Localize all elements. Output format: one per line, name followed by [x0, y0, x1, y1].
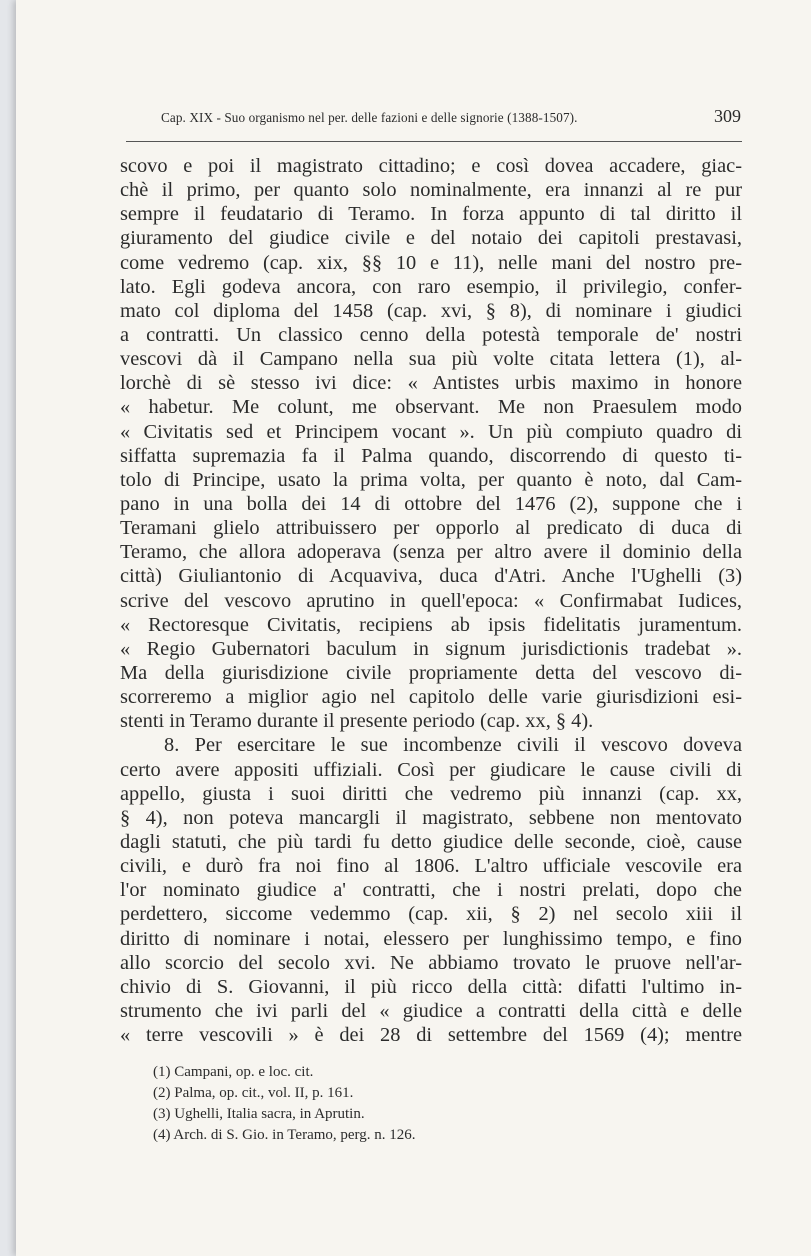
footnotes [153, 1062, 673, 1146]
text-line: allo scorcio del secolo xvi. Ne abbiamo trovato le pruove nell'ar- [120, 951, 742, 974]
book-page [16, 0, 811, 1256]
text-line: perdettero, siccome vedemmo (cap. xii, § 2) nel secolo xiii il [120, 903, 742, 926]
text-line: appello, giusta i suoi diritti che vedremo più innanzi (cap. xx, [120, 782, 742, 805]
text-line: « terre vescovili » è dei 28 di settembre del 1569 (4); mentre [120, 1024, 742, 1047]
text-line: diritto di nominare i notai, elessero per lunghissimo tempo, e fino [120, 927, 742, 950]
text-line: lato. Egli godeva ancora, con raro esempio, il privilegio, confer- [120, 275, 742, 298]
text-line: giuramento del giudice civile e del notaio dei capitoli prestavasi, [120, 227, 742, 250]
footnote-1: (1) Campani, op. e loc. cit. [153, 1064, 314, 1080]
text-line: « Civitatis sed et Principem vocant ». Un più compiuto quadro di [120, 420, 742, 443]
text-line: come vedremo (cap. xix, §§ 10 e 11), nelle mani del nostro pre- [120, 251, 742, 274]
text-line: vescovi dà il Campano nella sua più volte citata lettera (1), al- [120, 348, 742, 371]
text-line: dagli statuti, che più tardi fu detto giudice delle seconde, cioè, cause [120, 830, 742, 853]
text-line: « Regio Gubernatori baculum in signum jurisdictionis tradebat ». [120, 637, 742, 660]
text-line: Ma della giurisdizione civile propriamente detta del vescovo di- [120, 661, 742, 684]
text-line: chivio di S. Giovanni, il più ricco della città: difatti l'ultimo in- [120, 975, 742, 998]
text-line: civili, e durò fra noi fino al 1806. L'altro ufficiale vescovile era [120, 855, 742, 878]
paragraph-end-line: stenti in Teramo durante il presente periodo (cap. xx, § 4). [120, 710, 594, 733]
text-line: siffatta supremazia fa il Palma quando, discorrendo di questo ti- [120, 444, 742, 467]
text-line: « habetur. Me colunt, me observant. Me non Praesulem modo [120, 396, 742, 419]
text-line: « Rectoresque Civitatis, recipiens ab ipsis fidelitatis juramentum. [120, 613, 742, 636]
text-line: certo avere appositi uffiziali. Così per giudicare le cause civili di [120, 758, 742, 781]
footnote-2: (2) Palma, op. cit., vol. II, p. 161. [153, 1085, 354, 1101]
footnote-3: (3) Ughelli, Italia sacra, in Aprutin. [153, 1106, 365, 1122]
text-line: scorreremo a miglior agio nel capitolo delle varie giurisdizioni esi- [120, 686, 742, 709]
text-line: scrive del vescovo aprutino in quell'epoca: « Confirmabat Iudices, [120, 589, 742, 612]
text-line: mato col diploma del 1458 (cap. xvi, § 8), di nominare i giudici [120, 299, 742, 322]
text-line: scovo e poi il magistrato cittadino; e così dovea accadere, giac- [120, 155, 742, 177]
text-line: Teramani glielo attribuissero per opporlo al predicato di duca di [120, 517, 742, 540]
header-rule [126, 141, 742, 142]
text-line: a contratti. Un classico cenno della potestà temporale de' nostri [120, 323, 742, 346]
text-line: strumento che ivi parli del « giudice a contratti della città e delle [120, 999, 742, 1022]
running-header [161, 106, 741, 132]
text-line: pano in una bolla dei 14 di ottobre del 1476 (2), suppone che i [120, 492, 742, 515]
text-line: tolo di Principe, usato la prima volta, per quanto è noto, dal Cam- [120, 468, 742, 491]
text-line: lorchè di sè stesso ivi dice: « Antistes urbis maximo in honore [120, 372, 742, 395]
footnote-4: (4) Arch. di S. Gio. in Teramo, perg. n. 126. [153, 1127, 416, 1143]
page-number: 309 [714, 106, 741, 126]
text-line: città) Giuliantonio di Acquaviva, duca d'Atri. Anche l'Ughelli (3) [120, 565, 742, 588]
text-line: sempre il feudatario di Teramo. In forza appunto di tal diritto il [120, 203, 742, 226]
running-title: Cap. XIX - Suo organismo nel per. delle fazioni e delle signorie (1388-1507). [161, 110, 578, 125]
section-8-start-line: 8. Per esercitare le sue incombenze civili il vescovo doveva [164, 734, 742, 757]
text-line: Teramo, che allora adoperava (senza per altro avere il dominio della [120, 541, 742, 564]
text-line: chè il primo, per quanto solo nominalmente, era innanzi al re pur [120, 179, 742, 202]
text-line: l'or nominato giudice a' contratti, che i nostri prelati, dopo che [120, 879, 742, 902]
body-text [120, 154, 742, 1047]
text-line: § 4), non poteva mancargli il magistrato, sebbene non mentovato [120, 806, 742, 829]
